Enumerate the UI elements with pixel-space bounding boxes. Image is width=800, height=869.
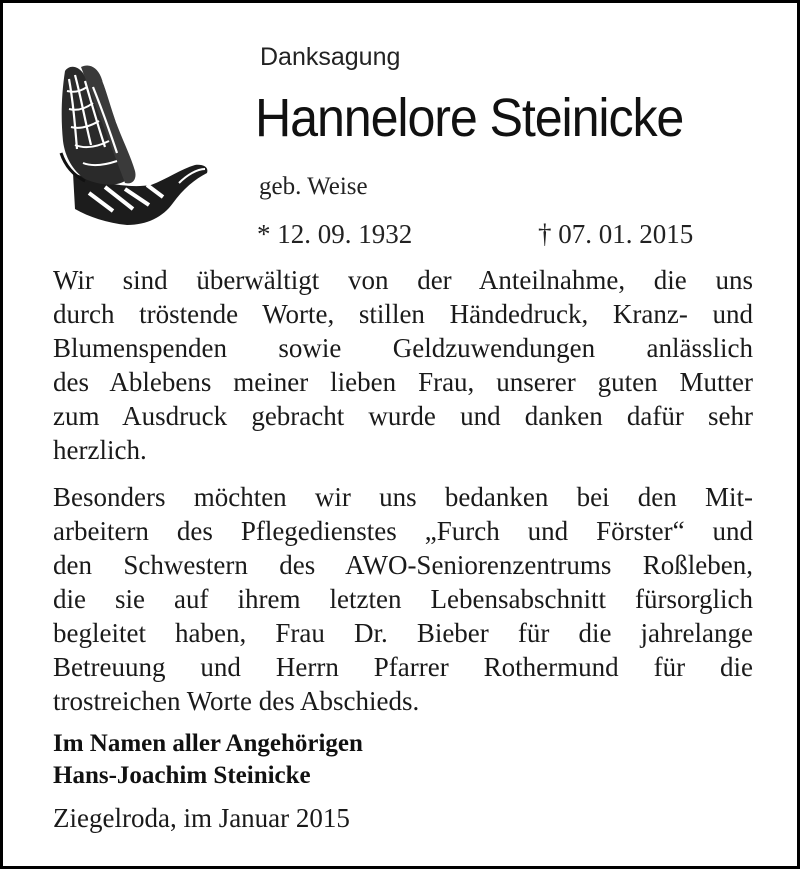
- thanks-paragraph: [53, 263, 753, 467]
- text-line: die sie auf ihrem letzten Lebensabschnitt fürsorglich: [53, 584, 753, 614]
- deceased-name: Hannelore Steinicke: [255, 88, 684, 148]
- place-date: Ziegelroda, im Januar 2015: [53, 803, 350, 833]
- text-line: begleitet haben, Frau Dr. Bieber für die jahrelange: [53, 618, 753, 648]
- notice-heading: Danksagung: [260, 43, 401, 71]
- special-thanks-paragraph: [53, 480, 753, 718]
- text-line: zum Ausdruck gebracht wurde und danken dafür sehr: [53, 401, 753, 431]
- birth-date: * 12. 09. 1932: [257, 219, 413, 249]
- text-line: Wir sind überwältigt von der Anteilnahme, die uns: [53, 265, 753, 295]
- text-line: des Ablebens meiner lieben Frau, unserer guten Mutter: [53, 367, 753, 397]
- text-line: Besonders möchten wir uns bedanken bei den Mit-: [53, 482, 753, 512]
- signature-block: [53, 728, 363, 792]
- text-line: herzlich.: [53, 435, 147, 465]
- text-line: Betreuung und Herrn Pfarrer Rothermund für die: [53, 652, 753, 682]
- text-line: den Schwestern des AWO-Seniorenzentrums Roßleben,: [53, 550, 753, 580]
- birth-name: geb. Weise: [259, 173, 368, 200]
- text-line: Blumenspenden sowie Geldzuwendungen anlässlich: [53, 333, 753, 363]
- signature-line: Im Namen aller Angehörigen: [53, 730, 363, 757]
- text-line: arbeitern des Pflegedienstes „Furch und Förster“ und: [53, 516, 753, 546]
- signature-name: Hans-Joachim Steinicke: [53, 762, 311, 789]
- text-line: durch tröstende Worte, stillen Händedruck, Kranz- und: [53, 299, 753, 329]
- text-line: trostreichen Worte des Abschieds.: [53, 686, 420, 716]
- death-date: † 07. 01. 2015: [538, 219, 694, 249]
- praying-hands-icon: [55, 61, 211, 227]
